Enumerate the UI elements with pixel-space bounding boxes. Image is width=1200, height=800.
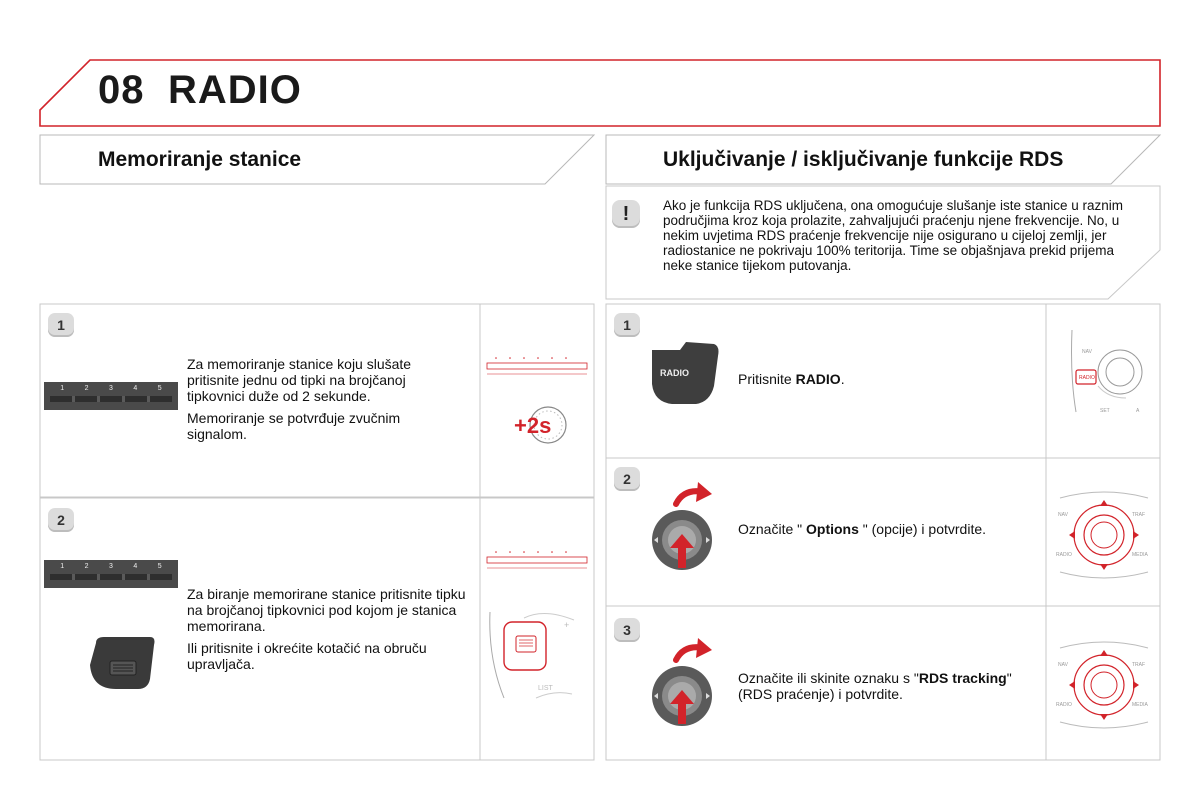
step2-text (187, 586, 477, 678)
keypad-digit: 4 (133, 563, 138, 570)
rstep2-bold: Options (806, 521, 859, 537)
rotary-knob-icon (648, 480, 720, 580)
chapter-title: RADIO (168, 68, 302, 112)
step1-paragraph-1: Za memoriranje stanice koju slušate pritisnite jednu od tipki na brojčanoj tipkovnici duže od 2 sekunde. (187, 356, 412, 404)
warning-icon: ! (612, 200, 640, 228)
steering-wheel-button-icon (86, 635, 158, 691)
rstep3-post: " (RDS praćenje) i potvrdite. (738, 670, 1012, 702)
rstep1-pre: Pritisnite (738, 371, 796, 387)
step-badge-r2: 2 (614, 467, 640, 491)
rstep1-post: . (840, 371, 845, 387)
keypad-digit: 1 (60, 385, 65, 392)
rstep3-bold: RDS tracking (918, 670, 1007, 686)
panel-media-label: MEDIA (1132, 552, 1148, 558)
preset-keypad-image (44, 382, 178, 410)
rstep1-text (738, 371, 1038, 387)
rds-note-text: Ako je funkcija RDS uključena, ona omogućuje slušanje iste stanice u raznim područjima kroz koja prolazite, zahvaljujući praćenju njene frekvencije. No, u nekim uvjetima RDS praćenje frekvencije nije osigurano u cijeloj zemlji, jer radiostanice ne pokrivaju 100% teritorija. Time se objašnjava prekid prijema neke stanice tijekom putovanja. (663, 198, 1123, 273)
panel-radio-label: RADIO (1056, 702, 1072, 708)
control-panel-radio-icon (1066, 326, 1146, 420)
panel-set-label: SET (1100, 408, 1110, 414)
step-badge-r1: 1 (614, 313, 640, 337)
rstep2-pre: Označite " (738, 521, 806, 537)
control-panel-knob-icon (1052, 488, 1156, 582)
keypad-digit: 5 (157, 385, 162, 392)
svg-text:+: + (564, 620, 570, 630)
panel-nav-label: NAV (1082, 349, 1092, 355)
radio-button-icon (648, 340, 722, 408)
wheel-list-label: LIST (538, 685, 553, 692)
step-badge-r3: 3 (614, 618, 640, 642)
panel-media-label: MEDIA (1132, 702, 1148, 708)
hold-badge-text: +2s (514, 413, 552, 438)
step2-paragraph-1: Za biranje memorirane stanice pritisnite tipku na brojčanoj tipkovnici pod kojom je stanica memorirana. (187, 586, 466, 634)
panel-a-label: A (1136, 408, 1140, 414)
keypad-thumbnail-icon (484, 352, 590, 382)
keypad-thumbnail-icon (484, 546, 590, 576)
rstep2-post: " (opcije) i potvrdite. (858, 521, 987, 537)
radio-button-label: RADIO (660, 368, 689, 378)
preset-keypad-image (44, 560, 178, 588)
panel-traf-label: TRAF (1132, 512, 1146, 518)
section-title-rds: Uključivanje / isključivanje funkcije RDS (663, 148, 1064, 171)
keypad-digit: 2 (84, 563, 89, 570)
keypad-digit: 3 (109, 385, 113, 392)
rstep2-text (738, 521, 1038, 537)
control-panel-knob-icon (1052, 638, 1156, 732)
panel-nav-label: NAV (1058, 662, 1068, 668)
keypad-digit: 1 (60, 563, 65, 570)
step1-text (187, 356, 462, 448)
rstep1-bold: RADIO (795, 371, 841, 387)
panel-radio-label: RADIO (1079, 375, 1095, 381)
hold-2s-icon (510, 404, 572, 446)
step-badge-2: 2 (48, 508, 74, 532)
rstep3-text (738, 670, 1028, 702)
step1-paragraph-2: Memoriranje se potvrđuje zvučnim signalom. (187, 410, 401, 442)
chapter-number: 08 (98, 68, 145, 112)
panel-radio-label: RADIO (1056, 552, 1072, 558)
keypad-digit: 3 (109, 563, 113, 570)
rstep3-pre: Označite ili skinite oznaku s " (738, 670, 919, 686)
keypad-digit: 4 (133, 385, 138, 392)
keypad-digit: 5 (157, 563, 162, 570)
step-badge-1: 1 (48, 313, 74, 337)
keypad-digit: 2 (84, 385, 89, 392)
step2-paragraph-2: Ili pritisnite i okrećite kotačić na obruču upravljača. (187, 640, 427, 672)
panel-traf-label: TRAF (1132, 662, 1146, 668)
steering-wheel-diagram-icon (484, 598, 590, 718)
section-title-memorize: Memoriranje stanice (98, 148, 302, 171)
panel-nav-label: NAV (1058, 512, 1068, 518)
rotary-knob-icon (648, 636, 720, 736)
